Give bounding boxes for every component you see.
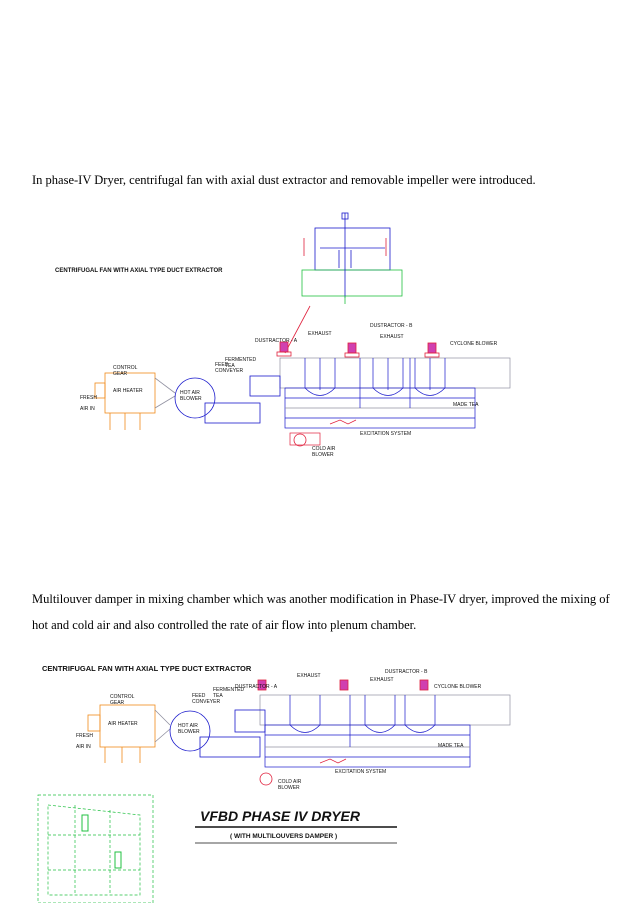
feed-conveyor (235, 710, 265, 732)
dustractor-units (258, 680, 428, 690)
feed-conveyor (250, 376, 280, 396)
label-cold-air-2: BLOWER (312, 452, 334, 458)
label-cyclone-blower: CYCLONE BLOWER (434, 684, 482, 690)
label-hot-air-1: HOT AIR (178, 723, 198, 729)
label-feed-1: FEED (215, 362, 229, 368)
label-hot-air-2: BLOWER (178, 729, 200, 735)
label-hot-air-2: BLOWER (180, 396, 202, 402)
label-exhaust-1: EXHAUST (308, 331, 332, 337)
label-made-tea: MADE TEA (453, 402, 479, 408)
multilouver-damper-detail (38, 795, 153, 903)
label-fermented-1: FERMENTED (225, 357, 257, 363)
label-dustractor-a: DUSTRACTOR - A (255, 338, 298, 344)
paragraph-multilouver: Multilouver damper in mixing chamber which was another modification in Phase-IV dryer, improved the mixing of hot and cold air and also controlled the rate of air flow into plenum chamber. (32, 592, 610, 632)
label-feed-1: FEED (192, 693, 206, 699)
dryer-body (260, 695, 510, 767)
label-exhaust-2: EXHAUST (380, 334, 404, 340)
label-fresh-2: AIR IN (80, 406, 95, 412)
label-made-tea: MADE TEA (438, 743, 464, 749)
label-excitation: EXCITATION SYSTEM (335, 769, 387, 775)
air-heater (95, 373, 175, 430)
label-fermented-2: TEA (225, 363, 235, 369)
fig1-heading: CENTRIFUGAL FAN WITH AXIAL TYPE DUCT EXTRACTOR (55, 268, 223, 274)
label-dustractor-a: DUSTRACTOR - A (235, 684, 278, 690)
cold-air-blower (294, 434, 306, 446)
label-dustractor-b: DUSTRACTOR - B (370, 323, 413, 329)
label-control-2: GEAR (110, 700, 125, 706)
label-fresh-1: FRESH (76, 733, 93, 739)
air-heater (88, 705, 170, 763)
dryer-body (280, 358, 510, 428)
label-hot-air-1: HOT AIR (180, 390, 200, 396)
label-feed-2: CONVEYER (215, 368, 244, 374)
label-fermented-1: FERMENTED (213, 687, 245, 693)
label-cyclone-blower: CYCLONE BLOWER (450, 341, 498, 347)
label-air-heater: AIR HEATER (108, 721, 138, 727)
label-control-1: CONTROL (113, 365, 138, 371)
label-exhaust-1: EXHAUST (297, 673, 321, 679)
label-excitation: EXCITATION SYSTEM (360, 431, 412, 437)
label-control-1: CONTROL (110, 694, 135, 700)
paragraph-intro: In phase-IV Dryer, centrifugal fan with axial dust extractor and removable impeller were introduced. (32, 173, 536, 187)
label-control-2: GEAR (113, 371, 128, 377)
label-feed-2: CONVEYER (192, 699, 221, 705)
fig2-heading: CENTRIFUGAL FAN WITH AXIAL TYPE DUCT EXTRACTOR (42, 664, 252, 673)
label-fermented-2: TEA (213, 693, 223, 699)
fig2-title: VFBD PHASE IV DRYER (200, 808, 360, 824)
label-cold-air-2: BLOWER (278, 785, 300, 791)
dryer-diagram-1 (30, 208, 545, 470)
cold-air-blower (260, 773, 272, 785)
fig2-subtitle: ( WITH MULTILOUVERS DAMPER ) (230, 833, 338, 840)
label-fresh-2: AIR IN (76, 744, 91, 750)
dustractor-units (277, 342, 439, 357)
dryer-diagram-2 (30, 655, 550, 903)
label-exhaust-2: EXHAUST (370, 677, 394, 683)
label-cold-air-1: COLD AIR (278, 779, 302, 785)
centrifugal-fan-detail (302, 213, 402, 304)
label-dustractor-b: DUSTRACTOR - B (385, 669, 428, 675)
label-cold-air-1: COLD AIR (312, 446, 336, 452)
label-fresh-1: FRESH (80, 395, 97, 401)
label-air-heater: AIR HEATER (113, 388, 143, 394)
